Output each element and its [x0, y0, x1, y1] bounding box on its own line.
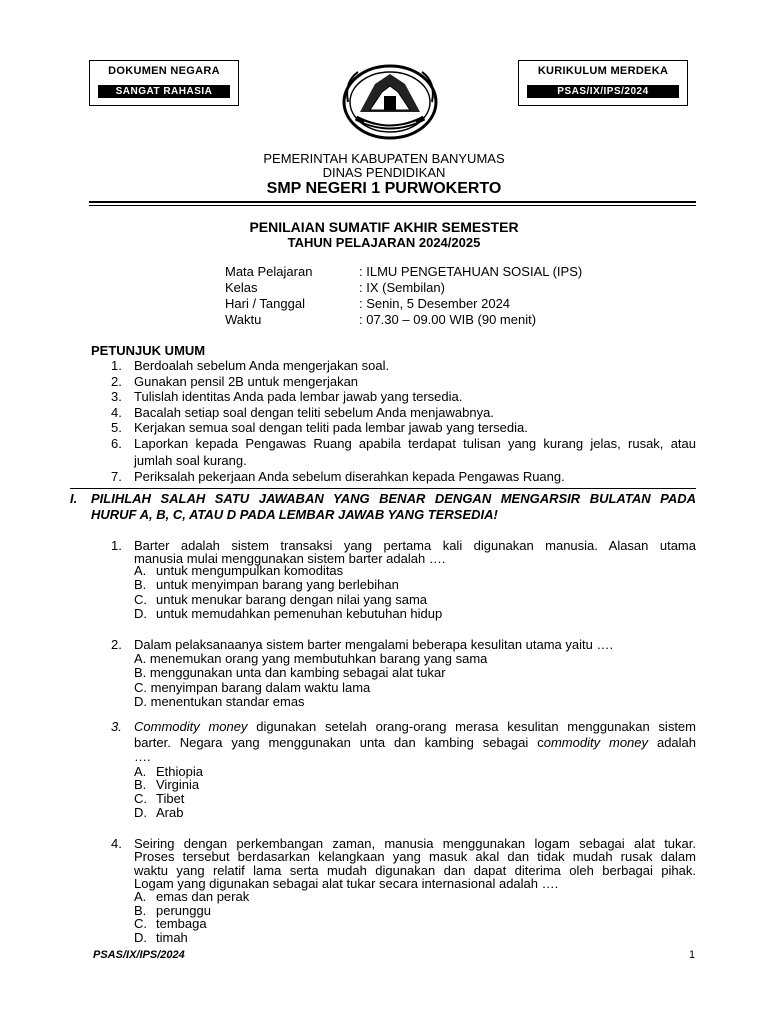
option-text: untuk menyimpan barang yang berlebihan [156, 577, 399, 592]
instruction-item: Laporkan kepada Pengawas Ruang apabila terdapat tulisan yang kurang jelas, rusak, atau [134, 436, 696, 451]
option-letter: B. [134, 903, 147, 918]
instruction-number: 1. [111, 358, 122, 373]
question-number: 4. [111, 836, 122, 851]
option-text: Ethiopia [156, 764, 203, 779]
option-text: tembaga [156, 916, 207, 931]
option-text: C. menyimpan barang dalam waktu lama [134, 680, 371, 695]
gov-line-2: DINAS PENDIDIKAN [322, 165, 446, 180]
option-letter: B. [134, 577, 147, 592]
header-rule-thick [89, 201, 696, 203]
exam-title: PENILAIAN SUMATIF AKHIR SEMESTER [249, 219, 519, 235]
question-text: Dalam pelaksanaanya sistem barter mengalami beberapa kesulitan utama yaitu …. [134, 637, 614, 652]
option-letter: C. [134, 592, 147, 607]
section-instruction-line-1: PILIHLAH SALAH SATU JAWABAN YANG BENAR DENGAN MENGARSIR BULATAN PADA [91, 491, 696, 506]
dokumen-negara-label: DOKUMEN NEGARA [108, 65, 220, 77]
info-label-time: Waktu [225, 312, 262, 327]
question-text: Seiring dengan perkembangan zaman, manusia menggunakan logam sebagai alat tukar. [134, 836, 696, 851]
instruction-item: Gunakan pensil 2B untuk mengerjakan [134, 374, 359, 389]
instruction-item-continued: jumlah soal kurang. [134, 453, 247, 468]
info-value-class: : IX (Sembilan) [359, 280, 445, 295]
instruction-item: Berdoalah sebelum Anda mengerjakan soal. [134, 358, 390, 373]
option-text: emas dan perak [156, 889, 250, 904]
kurikulum-label: KURIKULUM MERDEKA [537, 65, 669, 77]
info-label-subject: Mata Pelajaran [225, 264, 313, 279]
option-text: untuk memudahkan pemenuhan kebutuhan hidup [156, 606, 443, 621]
footer-code: PSAS/IX/IPS/2024 [93, 949, 185, 961]
question-text: manusia mulai menggunakan sistem barter adalah …. [134, 551, 446, 566]
instruction-item: Bacalah setiap soal dengan teliti sebelum Anda menjawabnya. [134, 405, 494, 420]
exam-year: TAHUN PELAJARAN 2024/2025 [287, 235, 481, 250]
info-label-date: Hari / Tanggal [225, 296, 305, 311]
option-text: perunggu [156, 903, 211, 918]
section-numeral: I. [70, 491, 78, 506]
option-letter: D. [134, 930, 147, 945]
option-text: A. menemukan orang yang membutuhkan barang yang sama [134, 651, 488, 666]
info-value-time: : 07.30 – 09.00 WIB (90 menit) [359, 312, 537, 327]
kurikulum-box [518, 60, 688, 106]
section-instruction-line-2: HURUF A, B, C, ATAU D PADA LEMBAR JAWAB YANG TERSEDIA! [91, 507, 498, 522]
question-text: barter. Negara yang menggunakan unta dan kambing sebagai commodity money adalah [134, 735, 697, 750]
question-number: 2. [111, 637, 122, 652]
option-letter: D. [134, 606, 147, 621]
instruction-item: Tulislah identitas Anda pada lembar jawab yang tersedia. [134, 389, 463, 404]
section-rule [70, 488, 696, 489]
question-text: Logam yang digunakan sebagai alat tukar secara internasional adalah …. [134, 876, 559, 891]
question-text: Barter adalah sistem transaksi yang pertama kali digunakan manusia. Alasan utama [134, 538, 696, 553]
option-letter: C. [134, 791, 147, 806]
option-text: untuk mengumpulkan komoditas [156, 563, 344, 578]
option-letter: C. [134, 916, 147, 931]
option-text: Arab [156, 805, 184, 820]
question-text: Proses tersebut berdasarkan kelangkaan yang masuk akal dan tidak mudah rusak dalam [134, 849, 696, 864]
option-letter: D. [134, 805, 147, 820]
question-text: Commodity money digunakan setelah orang-orang merasa kesulitan menggunakan sistem [134, 719, 696, 734]
question-number: 3. [111, 719, 122, 734]
option-letter: B. [134, 777, 147, 792]
question-text: waktu yang relatif lama serta mudah digunakan dan dapat diterima oleh berbagai pihak. [134, 863, 696, 878]
info-value-date: : Senin, 5 Desember 2024 [359, 296, 511, 311]
sangat-rahasia-label: SANGAT RAHASIA [98, 85, 230, 98]
instruction-item: Periksalah pekerjaan Anda sebelum diserahkan kepada Pengawas Ruang. [134, 469, 565, 484]
option-letter: A. [134, 889, 147, 904]
instruction-number: 4. [111, 405, 122, 420]
instruction-item: Kerjakan semua soal dengan teliti pada lembar jawab yang tersedia. [134, 420, 528, 435]
option-text: D. menentukan standar emas [134, 694, 305, 709]
option-text: untuk menukar barang dengan nilai yang sama [156, 592, 428, 607]
option-text: B. menggunakan unta dan kambing sebagai alat tukar [134, 665, 446, 680]
option-text: Virginia [156, 777, 200, 792]
instruction-number: 2. [111, 374, 122, 389]
info-label-class: Kelas [225, 280, 258, 295]
page-number: 1 [689, 949, 696, 961]
question-number: 1. [111, 538, 122, 553]
option-letter: A. [134, 764, 147, 779]
instruction-number: 6. [111, 436, 122, 451]
header-rule-thin [89, 205, 696, 206]
option-text: timah [156, 930, 188, 945]
instruction-number: 5. [111, 420, 122, 435]
instruction-number: 3. [111, 389, 122, 404]
banyumas-emblem-icon [340, 62, 440, 142]
question-text: …. [134, 749, 151, 764]
option-letter: A. [134, 563, 147, 578]
gov-line-1: PEMERINTAH KABUPATEN BANYUMAS [263, 151, 505, 166]
instructions-heading: PETUNJUK UMUM [91, 343, 206, 358]
instruction-number: 7. [111, 469, 122, 484]
exam-code-label: PSAS/IX/IPS/2024 [527, 85, 679, 98]
option-text: Tibet [156, 791, 185, 806]
dokumen-negara-box [89, 60, 239, 106]
info-value-subject: : ILMU PENGETAHUAN SOSIAL (IPS) [359, 264, 583, 279]
school-name: SMP NEGERI 1 PURWOKERTO [266, 180, 502, 197]
